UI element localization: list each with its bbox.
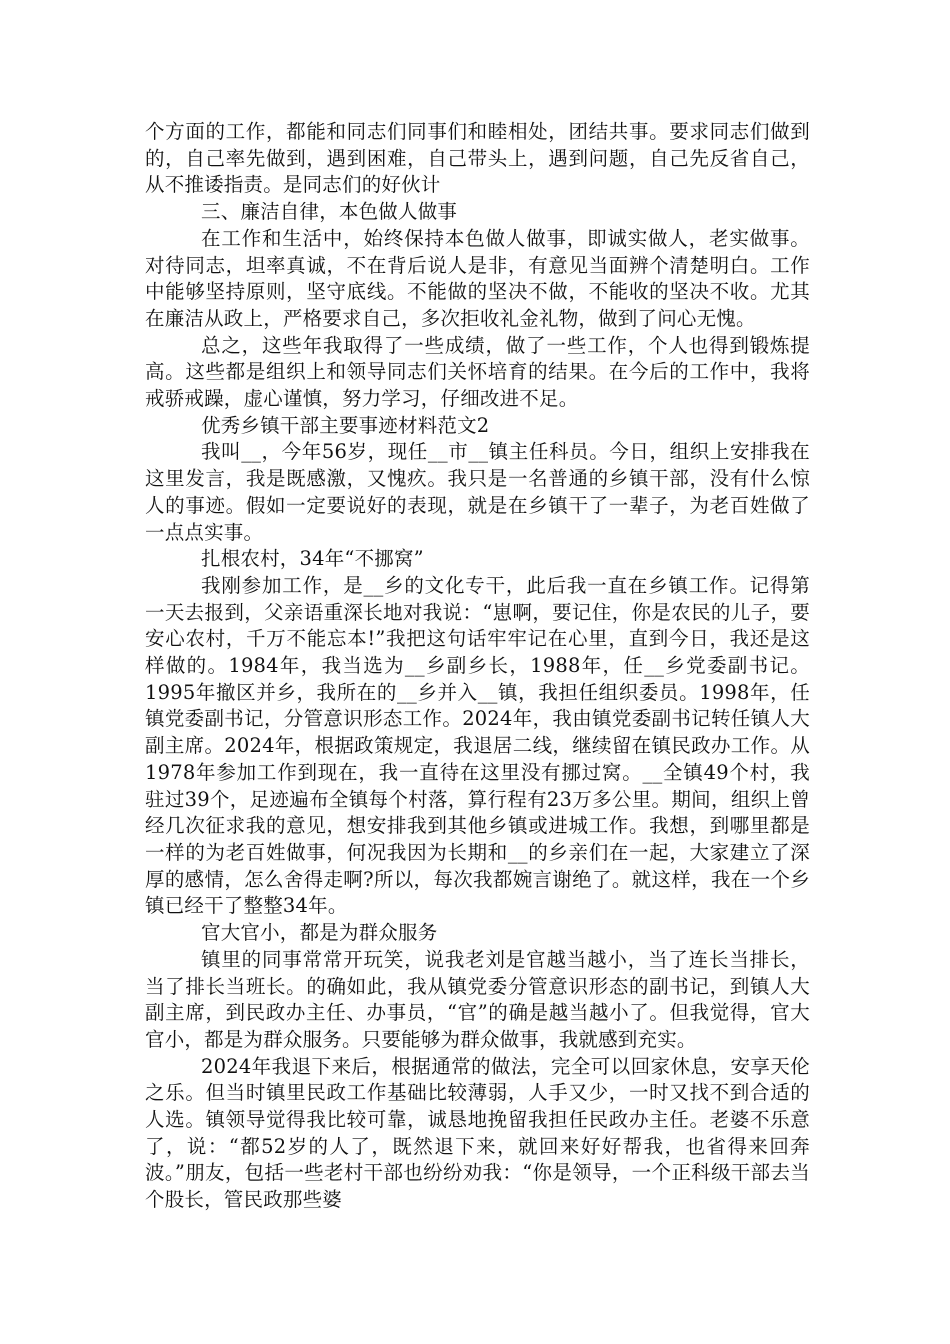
paragraph-career: 我刚参加工作，是__乡的文化专干，此后我一直在乡镇工作。记得第一天去报到，父亲语重深长地对我说：“崽啊，要记住，你是农民的儿子，要安心农村，千万不能忘本!”我把这句话牢牢记在心里，直到今日，我还是这样做的。1984年，我当选为__乡副乡长，1988年，任__乡党委副书记。1995年撤区并乡，我所在的__乡并入__镇，我担任组织委员。1998年，任镇党委副书记，分管意识形态工作。2024年，我由镇党委副书记转任镇人大副主席。2024年，根据政策规定，我退居二线，继续留在镇民政办工作。从1978年参加工作到现在，我一直待在这里没有挪过窝。__全镇49个村，我驻过39个，足迹遍布全镇每个村落，算行程有23万多公里。期间，组织上曾经几次征求我的意见，想安排我到其他乡镇或进城工作。我想，到哪里都是一样的为老百姓做事，何况我因为长期和__的乡亲们在一起，大家建立了深厚的感情，怎么舍得走啊?所以，每次我都婉言谢绝了。就这样，我在一个乡镇已经干了整整34年。 <box>145 573 810 918</box>
document-body <box>145 119 810 1214</box>
section-heading-integrity: 三、廉洁自律，本色做人做事 <box>201 200 458 224</box>
paragraph-continuation: 个方面的工作，都能和同志们同事们和睦相处，团结共事。要求同志们做到的，自己率先做到，遇到困难，自己带头上，遇到问题，自己先反省自己，从不推诿指责。是同志们的好伙计 <box>145 120 810 197</box>
paragraph-summary: 总之，这些年我取得了一些成绩，做了一些工作，个人也得到锻炼提高。这些都是组织上和领导同志们关怀培育的结果。在今后的工作中，我将戒骄戒躁，虚心谨慎，努力学习，仔细改进不足。 <box>145 333 810 411</box>
section-heading-service: 官大官小，都是为群众服务 <box>201 921 438 945</box>
section-heading-rooted: 扎根农村，34年“不挪窝” <box>201 547 424 571</box>
paragraph-self-intro: 我叫__，今年56岁，现任__市__镇主任科员。今日，组织上安排我在这里发言，我是既感激，又愧疚。我只是一名普通的乡镇干部，没有什么惊人的事迹。假如一定要说好的表现，就是在乡镇干了一辈子，为老百姓做了一点点实事。 <box>145 440 810 544</box>
paragraph-retirement: 2024年我退下来后，根据通常的做法，完全可以回家休息，安享天伦之乐。但当时镇里民政工作基础比较薄弱，人手又少，一时又找不到合适的人选。镇领导觉得我比较可靠，诚恳地挽留我担任民政办主任。老婆不乐意了，说：“都52岁的人了，既然退下来，就回来好好帮我，也省得来回奔波。”朋友，包括一些老村干部也纷纷劝我：“你是领导，一个正科级干部去当个股长，管民政那些婆 <box>145 1054 810 1212</box>
paragraph-service: 镇里的同事常常开玩笑，说我老刘是官越当越小，当了连长当排长，当了排长当班长。的确如此，我从镇党委分管意识形态的副书记，到镇人大副主席，到民政办主任、办事员，“官”的确是越当越小了。但我觉得，官大官小，都是为群众服务。只要能够为群众做事，我就感到充实。 <box>145 947 810 1051</box>
paragraph-integrity: 在工作和生活中，始终保持本色做人做事，即诚实做人，老实做事。对待同志，坦率真诚，不在背后说人是非，有意见当面辨个清楚明白。工作中能够坚持原则，坚守底线。不能做的坚决不做，不能收的坚决不收。尤其在廉洁从政上，严格要求自己，多次拒收礼金礼物，做到了问心无愧。 <box>145 226 810 330</box>
sample-title-2: 优秀乡镇干部主要事迹材料范文2 <box>201 413 490 437</box>
